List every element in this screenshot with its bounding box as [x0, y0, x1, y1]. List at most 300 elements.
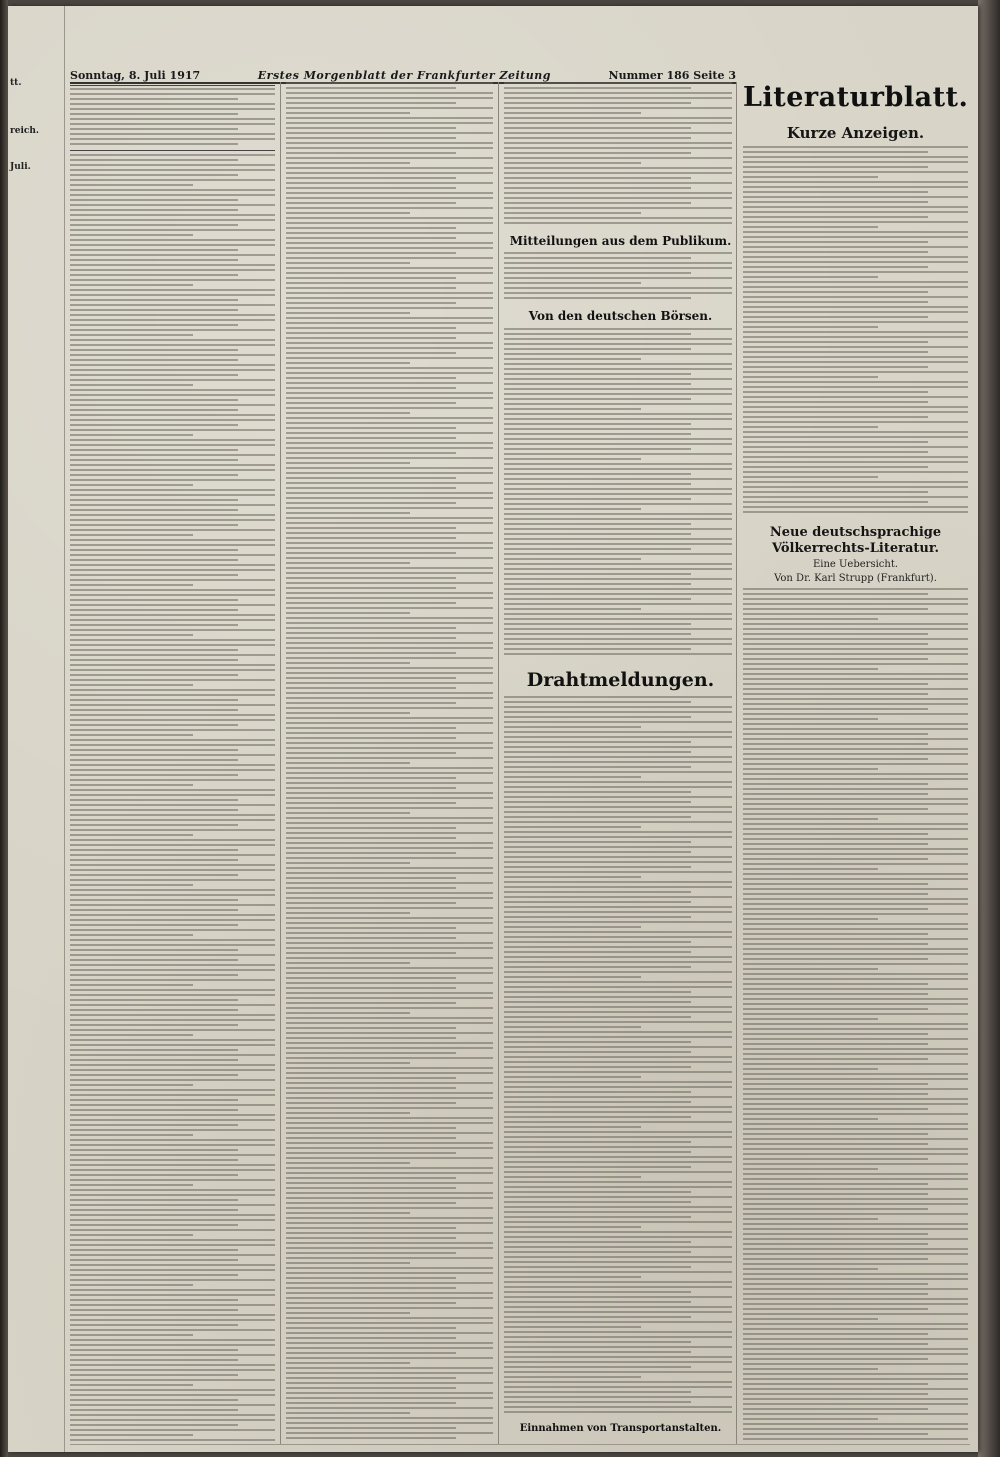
illegible-text-line — [504, 222, 732, 224]
illegible-text-line — [286, 287, 456, 289]
illegible-text-line — [286, 1317, 493, 1319]
illegible-text-line — [70, 689, 275, 691]
illegible-text-line — [504, 1306, 732, 1308]
illegible-text-line — [286, 782, 493, 784]
illegible-text-line — [286, 967, 493, 969]
illegible-text-line — [504, 593, 732, 595]
illegible-text-line — [504, 142, 732, 144]
illegible-text-line — [504, 836, 732, 838]
illegible-text-line — [504, 1061, 732, 1063]
illegible-text-line — [286, 997, 493, 999]
illegible-text-line — [70, 1379, 275, 1381]
header-number: Nummer 186 Seite 3 — [608, 69, 736, 82]
illegible-text-line — [504, 1311, 732, 1313]
illegible-text-line — [504, 1411, 732, 1413]
illegible-text-line — [70, 1054, 275, 1056]
illegible-text-line — [286, 1427, 456, 1429]
illegible-text-line — [70, 969, 275, 971]
illegible-text-line — [743, 196, 968, 198]
illegible-text-line — [743, 396, 968, 398]
illegible-text-line — [743, 1438, 968, 1440]
illegible-text-line — [504, 363, 732, 365]
illegible-text-line — [743, 356, 968, 358]
illegible-text-line — [286, 82, 493, 84]
column-rule — [280, 82, 281, 1444]
illegible-text-line — [286, 627, 456, 629]
illegible-text-line — [70, 354, 275, 356]
illegible-text-line — [70, 1159, 238, 1161]
illegible-text-line — [504, 438, 732, 440]
illegible-text-line — [286, 1297, 493, 1299]
illegible-text-line — [504, 588, 732, 590]
illegible-text-line — [504, 97, 732, 99]
illegible-text-line — [70, 1204, 275, 1206]
illegible-text-line — [743, 271, 968, 273]
illegible-text-line — [70, 279, 275, 281]
illegible-text-line — [743, 1008, 928, 1010]
illegible-text-line — [70, 229, 275, 231]
illegible-text-line — [70, 914, 275, 916]
illegible-text-line — [286, 717, 493, 719]
illegible-text-line — [743, 496, 968, 498]
illegible-text-line — [743, 506, 968, 508]
illegible-text-line — [743, 1003, 968, 1005]
illegible-text-line — [70, 1094, 275, 1096]
illegible-text-line — [743, 381, 968, 383]
illegible-text-line — [286, 337, 456, 339]
illegible-text-line — [286, 132, 493, 134]
illegible-text-line — [743, 1143, 928, 1145]
illegible-text-line — [70, 1404, 275, 1406]
illegible-text-line — [286, 437, 456, 439]
illegible-text-line — [70, 319, 275, 321]
illegible-table-row — [70, 98, 238, 100]
illegible-text-line — [504, 112, 641, 114]
illegible-text-line — [504, 483, 691, 485]
illegible-text-line — [286, 1282, 493, 1284]
illegible-text-line — [70, 794, 275, 796]
illegible-text-line — [70, 464, 275, 466]
illegible-text-line — [504, 267, 732, 269]
illegible-text-line — [70, 579, 275, 581]
section-heading-drahtmeldungen: Drahtmeldungen. — [526, 669, 715, 691]
illegible-text-line — [286, 1197, 493, 1199]
illegible-text-line — [286, 557, 493, 559]
illegible-text-line — [286, 617, 493, 619]
illegible-text-line — [286, 817, 493, 819]
illegible-text-line — [70, 924, 238, 926]
illegible-text-line — [286, 412, 410, 414]
illegible-text-line — [286, 847, 493, 849]
illegible-text-line — [743, 843, 928, 845]
illegible-text-line — [504, 1366, 691, 1368]
illegible-text-line — [286, 352, 456, 354]
illegible-text-line — [70, 529, 275, 531]
illegible-text-line — [743, 1088, 968, 1090]
illegible-text-line — [286, 732, 493, 734]
illegible-text-line — [70, 1434, 193, 1436]
illegible-text-line — [743, 166, 928, 168]
illegible-text-line — [70, 1344, 275, 1346]
illegible-text-line — [70, 384, 193, 386]
illegible-text-line — [743, 181, 968, 183]
illegible-text-line — [286, 712, 410, 714]
illegible-text-line — [743, 1413, 968, 1415]
illegible-text-line — [743, 371, 968, 373]
illegible-text-line — [743, 808, 928, 810]
illegible-text-line — [286, 692, 493, 694]
illegible-text-line — [286, 1247, 493, 1249]
illegible-text-line — [504, 1036, 732, 1038]
illegible-text-line — [286, 672, 493, 674]
illegible-text-line — [743, 1378, 968, 1380]
illegible-text-line — [286, 987, 456, 989]
illegible-text-line — [286, 177, 456, 179]
illegible-text-line — [286, 297, 493, 299]
illegible-text-line — [504, 1131, 732, 1133]
illegible-text-line — [286, 492, 493, 494]
illegible-text-line — [504, 1201, 691, 1203]
illegible-text-line — [70, 454, 275, 456]
illegible-text-line — [70, 934, 193, 936]
illegible-text-line — [504, 1206, 732, 1208]
illegible-text-line — [70, 159, 238, 161]
illegible-text-line — [743, 1023, 968, 1025]
illegible-text-line — [70, 374, 238, 376]
illegible-text-line — [504, 741, 691, 743]
illegible-text-line — [70, 1074, 238, 1076]
illegible-text-line — [504, 1336, 732, 1338]
illegible-text-line — [504, 971, 732, 973]
illegible-text-line — [286, 577, 456, 579]
illegible-text-line — [286, 927, 456, 929]
illegible-text-line — [286, 1322, 493, 1324]
illegible-text-line — [504, 786, 732, 788]
illegible-text-line — [743, 863, 968, 865]
illegible-text-line — [286, 622, 493, 624]
illegible-text-line — [70, 1129, 275, 1131]
illegible-text-line — [504, 781, 732, 783]
illegible-text-line — [286, 1412, 410, 1414]
illegible-text-line — [286, 507, 493, 509]
illegible-text-line — [286, 1132, 493, 1134]
section-heading-voelkerrecht: Neue deutschsprachige Völkerrechts-Literatur. — [769, 525, 942, 556]
illegible-text-line — [504, 1256, 732, 1258]
illegible-text-line — [70, 469, 275, 471]
illegible-text-line — [70, 1294, 275, 1296]
illegible-text-line — [504, 82, 732, 84]
illegible-text-line — [743, 1223, 968, 1225]
illegible-text-line — [70, 379, 275, 381]
illegible-text-line — [743, 833, 928, 835]
illegible-text-line — [743, 1218, 878, 1220]
illegible-text-line — [70, 1269, 275, 1271]
illegible-text-line — [743, 638, 968, 640]
illegible-text-line — [743, 903, 968, 905]
illegible-text-line — [286, 447, 493, 449]
illegible-text-line — [743, 431, 968, 433]
illegible-text-line — [286, 367, 493, 369]
illegible-text-line — [70, 949, 238, 951]
illegible-text-line — [504, 866, 691, 868]
illegible-text-line — [286, 512, 410, 514]
illegible-text-line — [70, 649, 238, 651]
illegible-text-line — [70, 269, 275, 271]
illegible-text-line — [504, 1281, 732, 1283]
illegible-text-line — [504, 731, 732, 733]
illegible-text-line — [504, 891, 691, 893]
illegible-text-line — [504, 751, 691, 753]
illegible-text-line — [286, 647, 493, 649]
illegible-text-line — [743, 466, 928, 468]
illegible-text-line — [70, 1169, 275, 1171]
illegible-text-line — [504, 192, 732, 194]
illegible-text-line — [286, 257, 493, 259]
illegible-text-line — [504, 1286, 732, 1288]
illegible-text-line — [70, 289, 275, 291]
illegible-text-line — [286, 957, 493, 959]
illegible-text-line — [286, 127, 456, 129]
illegible-text-line — [70, 984, 193, 986]
illegible-text-line — [504, 408, 641, 410]
illegible-text-line — [504, 132, 732, 134]
illegible-text-line — [286, 1157, 493, 1159]
illegible-text-line — [286, 372, 493, 374]
header-date: Sonntag, 8. Juli 1917 — [70, 69, 201, 82]
illegible-text-line — [743, 673, 968, 675]
illegible-text-line — [70, 1399, 238, 1401]
illegible-text-line — [70, 589, 275, 591]
illegible-text-line — [70, 964, 275, 966]
illegible-text-line — [504, 1276, 641, 1278]
illegible-text-line — [743, 1303, 968, 1305]
illegible-text-line — [70, 1309, 238, 1311]
illegible-text-line — [504, 1081, 732, 1083]
illegible-text-line — [286, 1302, 456, 1304]
illegible-text-line — [286, 602, 456, 604]
illegible-text-line — [504, 1126, 641, 1128]
illegible-text-line — [70, 1014, 275, 1016]
illegible-text-line — [504, 1401, 691, 1403]
illegible-text-line — [743, 511, 968, 513]
illegible-text-line — [70, 619, 275, 621]
illegible-text-line — [70, 1254, 275, 1256]
illegible-text-line — [286, 952, 456, 954]
illegible-text-line — [743, 1018, 878, 1020]
illegible-text-line — [286, 872, 493, 874]
illegible-text-line — [70, 1139, 275, 1141]
illegible-text-line — [504, 996, 732, 998]
illegible-text-line — [743, 1208, 928, 1210]
illegible-text-line — [70, 1319, 275, 1321]
illegible-table-row — [70, 108, 275, 110]
illegible-text-line — [504, 1321, 732, 1323]
illegible-text-line — [286, 357, 493, 359]
illegible-text-line — [743, 598, 968, 600]
illegible-text-line — [70, 559, 238, 561]
illegible-text-line — [743, 1358, 928, 1360]
illegible-text-line — [286, 477, 456, 479]
illegible-text-line — [743, 998, 968, 1000]
illegible-text-line — [743, 1083, 928, 1085]
illegible-text-line — [504, 633, 691, 635]
illegible-text-line — [70, 1029, 275, 1031]
illegible-text-line — [504, 428, 732, 430]
illegible-text-line — [743, 471, 968, 473]
illegible-text-line — [70, 249, 238, 251]
illegible-text-line — [70, 1219, 275, 1221]
illegible-text-line — [70, 504, 275, 506]
illegible-text-line — [504, 358, 641, 360]
illegible-text-line — [743, 1183, 928, 1185]
illegible-text-line — [286, 182, 493, 184]
illegible-text-line — [504, 1136, 732, 1138]
illegible-text-line — [504, 543, 732, 545]
illegible-text-line — [504, 961, 732, 963]
illegible-text-line — [743, 1213, 968, 1215]
illegible-text-line — [504, 721, 732, 723]
illegible-text-line — [286, 767, 493, 769]
illegible-text-line — [286, 1437, 456, 1439]
illegible-text-line — [504, 876, 641, 878]
illegible-text-line — [286, 262, 410, 264]
illegible-text-line — [286, 1267, 493, 1269]
illegible-text-line — [504, 771, 732, 773]
illegible-text-line — [286, 1047, 493, 1049]
illegible-text-line — [504, 1016, 691, 1018]
illegible-text-line — [70, 254, 275, 256]
illegible-text-line — [286, 1112, 410, 1114]
illegible-text-line — [70, 774, 238, 776]
illegible-text-line — [286, 397, 493, 399]
illegible-text-line — [286, 212, 410, 214]
illegible-text-line — [70, 1389, 275, 1391]
illegible-text-line — [70, 349, 238, 351]
illegible-text-line — [286, 1327, 456, 1329]
illegible-text-line — [286, 1012, 410, 1014]
illegible-text-line — [504, 946, 732, 948]
illegible-text-line — [743, 838, 968, 840]
illegible-text-line — [70, 1299, 238, 1301]
illegible-text-line — [286, 87, 456, 89]
illegible-text-line — [286, 822, 493, 824]
illegible-text-line — [743, 768, 878, 770]
column-2 — [286, 82, 493, 1444]
illegible-text-line — [743, 1128, 968, 1130]
illegible-text-line — [504, 1041, 691, 1043]
illegible-text-line — [286, 517, 493, 519]
illegible-text-line — [286, 282, 493, 284]
illegible-text-line — [286, 842, 493, 844]
illegible-text-line — [504, 383, 691, 385]
illegible-text-line — [70, 284, 193, 286]
illegible-text-line — [743, 461, 968, 463]
illegible-text-line — [504, 137, 691, 139]
illegible-text-line — [743, 1318, 878, 1320]
illegible-text-line — [743, 1113, 968, 1115]
illegible-text-line — [743, 266, 928, 268]
illegible-text-line — [504, 508, 641, 510]
illegible-text-line — [743, 451, 928, 453]
illegible-text-line — [743, 446, 968, 448]
illegible-text-line — [70, 274, 238, 276]
illegible-text-line — [70, 974, 238, 976]
illegible-text-line — [743, 753, 968, 755]
illegible-text-line — [286, 1002, 456, 1004]
illegible-text-line — [286, 942, 493, 944]
illegible-text-line — [70, 309, 238, 311]
illegible-text-line — [743, 888, 968, 890]
illegible-text-line — [286, 762, 410, 764]
illegible-text-line — [286, 922, 493, 924]
illegible-text-line — [743, 653, 968, 655]
illegible-text-line — [70, 704, 275, 706]
illegible-text-line — [504, 1031, 732, 1033]
illegible-text-line — [70, 1079, 275, 1081]
illegible-text-line — [743, 321, 968, 323]
illegible-text-line — [743, 346, 968, 348]
illegible-text-line — [70, 1354, 275, 1356]
illegible-text-line — [286, 147, 493, 149]
illegible-text-line — [504, 936, 732, 938]
illegible-text-line — [286, 1082, 493, 1084]
illegible-text-line — [286, 467, 493, 469]
illegible-text-line — [743, 1388, 968, 1390]
illegible-text-line — [743, 1178, 968, 1180]
illegible-text-line — [70, 239, 275, 241]
illegible-text-line — [504, 1361, 732, 1363]
illegible-text-line — [70, 1064, 275, 1066]
illegible-text-line — [743, 241, 928, 243]
illegible-text-line — [504, 423, 691, 425]
illegible-text-line — [504, 1296, 732, 1298]
illegible-text-line — [286, 197, 493, 199]
illegible-text-line — [286, 117, 493, 119]
illegible-text-line — [286, 232, 493, 234]
illegible-text-line — [743, 176, 878, 178]
illegible-text-line — [70, 219, 275, 221]
illegible-text-line — [70, 359, 238, 361]
illegible-text-line — [504, 1271, 732, 1273]
illegible-text-line — [504, 568, 732, 570]
illegible-text-line — [743, 211, 968, 213]
illegible-text-line — [70, 599, 238, 601]
illegible-text-line — [743, 1198, 968, 1200]
illegible-text-line — [286, 1392, 493, 1394]
illegible-text-line — [743, 678, 968, 680]
illegible-text-line — [286, 1422, 493, 1424]
illegible-text-line — [286, 1232, 493, 1234]
illegible-text-line — [743, 376, 878, 378]
illegible-text-line — [70, 819, 275, 821]
illegible-table-row — [70, 118, 275, 120]
illegible-text-line — [504, 726, 641, 728]
illegible-text-line — [70, 694, 275, 696]
illegible-text-line — [743, 958, 928, 960]
illegible-text-line — [504, 553, 732, 555]
illegible-text-line — [743, 1203, 968, 1205]
illegible-text-line — [70, 544, 275, 546]
illegible-text-line — [70, 1284, 193, 1286]
illegible-text-line — [743, 1253, 968, 1255]
illegible-text-line — [504, 478, 732, 480]
illegible-text-line — [286, 1202, 456, 1204]
column-rule — [736, 82, 737, 1444]
illegible-text-line — [743, 151, 928, 153]
illegible-text-line — [743, 708, 928, 710]
illegible-text-line — [286, 122, 493, 124]
illegible-text-line — [286, 407, 493, 409]
